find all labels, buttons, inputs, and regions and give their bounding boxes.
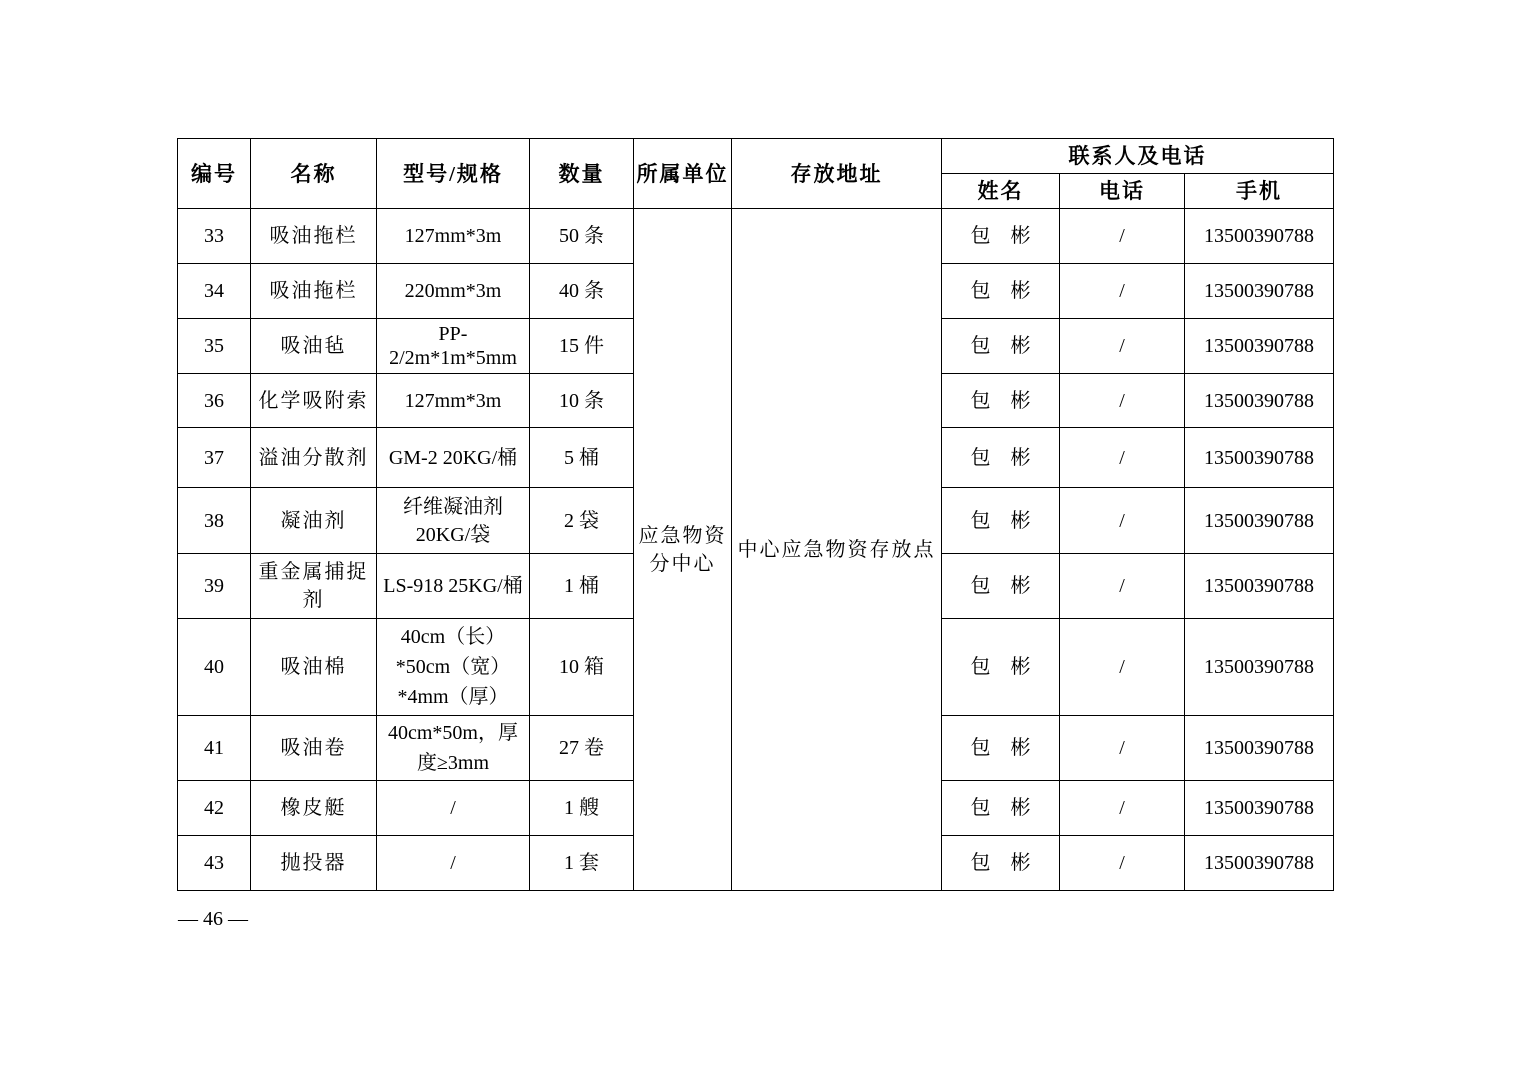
cell-contact-name: 包 彬 xyxy=(942,836,1060,891)
cell-phone: / xyxy=(1060,374,1185,428)
cell-contact-name: 包 彬 xyxy=(942,554,1060,619)
cell-mobile: 13500390788 xyxy=(1185,716,1334,781)
cell-spec: / xyxy=(377,781,530,836)
cell-no: 42 xyxy=(178,781,251,836)
cell-spec: 40cm*50m，厚度≥3mm xyxy=(377,716,530,781)
cell-contact-name: 包 彬 xyxy=(942,319,1060,374)
cell-no: 40 xyxy=(178,619,251,716)
cell-phone: / xyxy=(1060,264,1185,319)
cell-no: 33 xyxy=(178,209,251,264)
header-no: 编号 xyxy=(178,139,251,209)
cell-qty: 15 件 xyxy=(530,319,634,374)
cell-mobile: 13500390788 xyxy=(1185,619,1334,716)
cell-contact-name: 包 彬 xyxy=(942,264,1060,319)
cell-contact-name: 包 彬 xyxy=(942,781,1060,836)
cell-no: 36 xyxy=(178,374,251,428)
cell-qty: 5 桶 xyxy=(530,428,634,488)
cell-no: 34 xyxy=(178,264,251,319)
cell-name: 重金属捕捉剂 xyxy=(251,554,377,619)
cell-name: 吸油拖栏 xyxy=(251,209,377,264)
table-row xyxy=(178,209,1334,264)
cell-no: 43 xyxy=(178,836,251,891)
cell-mobile: 13500390788 xyxy=(1185,319,1334,374)
cell-no: 37 xyxy=(178,428,251,488)
cell-name: 溢油分散剂 xyxy=(251,428,377,488)
cell-qty: 10 箱 xyxy=(530,619,634,716)
cell-mobile: 13500390788 xyxy=(1185,836,1334,891)
cell-name: 橡皮艇 xyxy=(251,781,377,836)
cell-no: 41 xyxy=(178,716,251,781)
cell-phone: / xyxy=(1060,428,1185,488)
cell-mobile: 13500390788 xyxy=(1185,428,1334,488)
cell-spec: 纤维凝油剂 20KG/袋 xyxy=(377,488,530,554)
cell-spec: 40cm（长）*50cm（宽）*4mm（厚） xyxy=(377,619,530,716)
cell-mobile: 13500390788 xyxy=(1185,781,1334,836)
header-spec: 型号/规格 xyxy=(377,139,530,209)
header-location: 存放地址 xyxy=(732,139,942,209)
cell-spec: 127mm*3m xyxy=(377,374,530,428)
cell-phone: / xyxy=(1060,716,1185,781)
cell-mobile: 13500390788 xyxy=(1185,264,1334,319)
cell-qty: 2 袋 xyxy=(530,488,634,554)
cell-unit: 应急物资分中心 xyxy=(634,209,732,891)
cell-contact-name: 包 彬 xyxy=(942,619,1060,716)
cell-contact-name: 包 彬 xyxy=(942,488,1060,554)
cell-name: 凝油剂 xyxy=(251,488,377,554)
cell-no: 39 xyxy=(178,554,251,619)
cell-mobile: 13500390788 xyxy=(1185,374,1334,428)
cell-phone: / xyxy=(1060,319,1185,374)
cell-mobile: 13500390788 xyxy=(1185,488,1334,554)
cell-qty: 40 条 xyxy=(530,264,634,319)
cell-spec: 127mm*3m xyxy=(377,209,530,264)
cell-location: 中心应急物资存放点 xyxy=(732,209,942,891)
cell-qty: 1 套 xyxy=(530,836,634,891)
cell-contact-name: 包 彬 xyxy=(942,428,1060,488)
cell-phone: / xyxy=(1060,619,1185,716)
cell-name: 吸油棉 xyxy=(251,619,377,716)
cell-phone: / xyxy=(1060,836,1185,891)
cell-qty: 1 桶 xyxy=(530,554,634,619)
cell-no: 38 xyxy=(178,488,251,554)
cell-phone: / xyxy=(1060,209,1185,264)
header-unit: 所属单位 xyxy=(634,139,732,209)
cell-no: 35 xyxy=(178,319,251,374)
page-number: — 46 — xyxy=(178,908,248,930)
cell-contact-name: 包 彬 xyxy=(942,209,1060,264)
cell-contact-name: 包 彬 xyxy=(942,716,1060,781)
cell-qty: 1 艘 xyxy=(530,781,634,836)
cell-qty: 27 卷 xyxy=(530,716,634,781)
cell-name: 吸油拖栏 xyxy=(251,264,377,319)
header-contact: 联系人及电话 xyxy=(942,139,1334,174)
cell-spec: 220mm*3m xyxy=(377,264,530,319)
inventory-table xyxy=(177,138,1334,891)
header-contact-mobile: 手机 xyxy=(1185,174,1334,209)
cell-spec: PP-2/2m*1m*5mm xyxy=(377,319,530,374)
cell-phone: / xyxy=(1060,781,1185,836)
cell-spec: GM-2 20KG/桶 xyxy=(377,428,530,488)
cell-phone: / xyxy=(1060,488,1185,554)
cell-qty: 10 条 xyxy=(530,374,634,428)
header-contact-phone: 电话 xyxy=(1060,174,1185,209)
cell-mobile: 13500390788 xyxy=(1185,209,1334,264)
cell-mobile: 13500390788 xyxy=(1185,554,1334,619)
cell-qty: 50 条 xyxy=(530,209,634,264)
cell-contact-name: 包 彬 xyxy=(942,374,1060,428)
cell-name: 抛投器 xyxy=(251,836,377,891)
header-name: 名称 xyxy=(251,139,377,209)
header-contact-name: 姓名 xyxy=(942,174,1060,209)
cell-spec: / xyxy=(377,836,530,891)
cell-spec: LS-918 25KG/桶 xyxy=(377,554,530,619)
cell-name: 吸油毡 xyxy=(251,319,377,374)
cell-phone: / xyxy=(1060,554,1185,619)
header-qty: 数量 xyxy=(530,139,634,209)
cell-name: 吸油卷 xyxy=(251,716,377,781)
cell-name: 化学吸附索 xyxy=(251,374,377,428)
